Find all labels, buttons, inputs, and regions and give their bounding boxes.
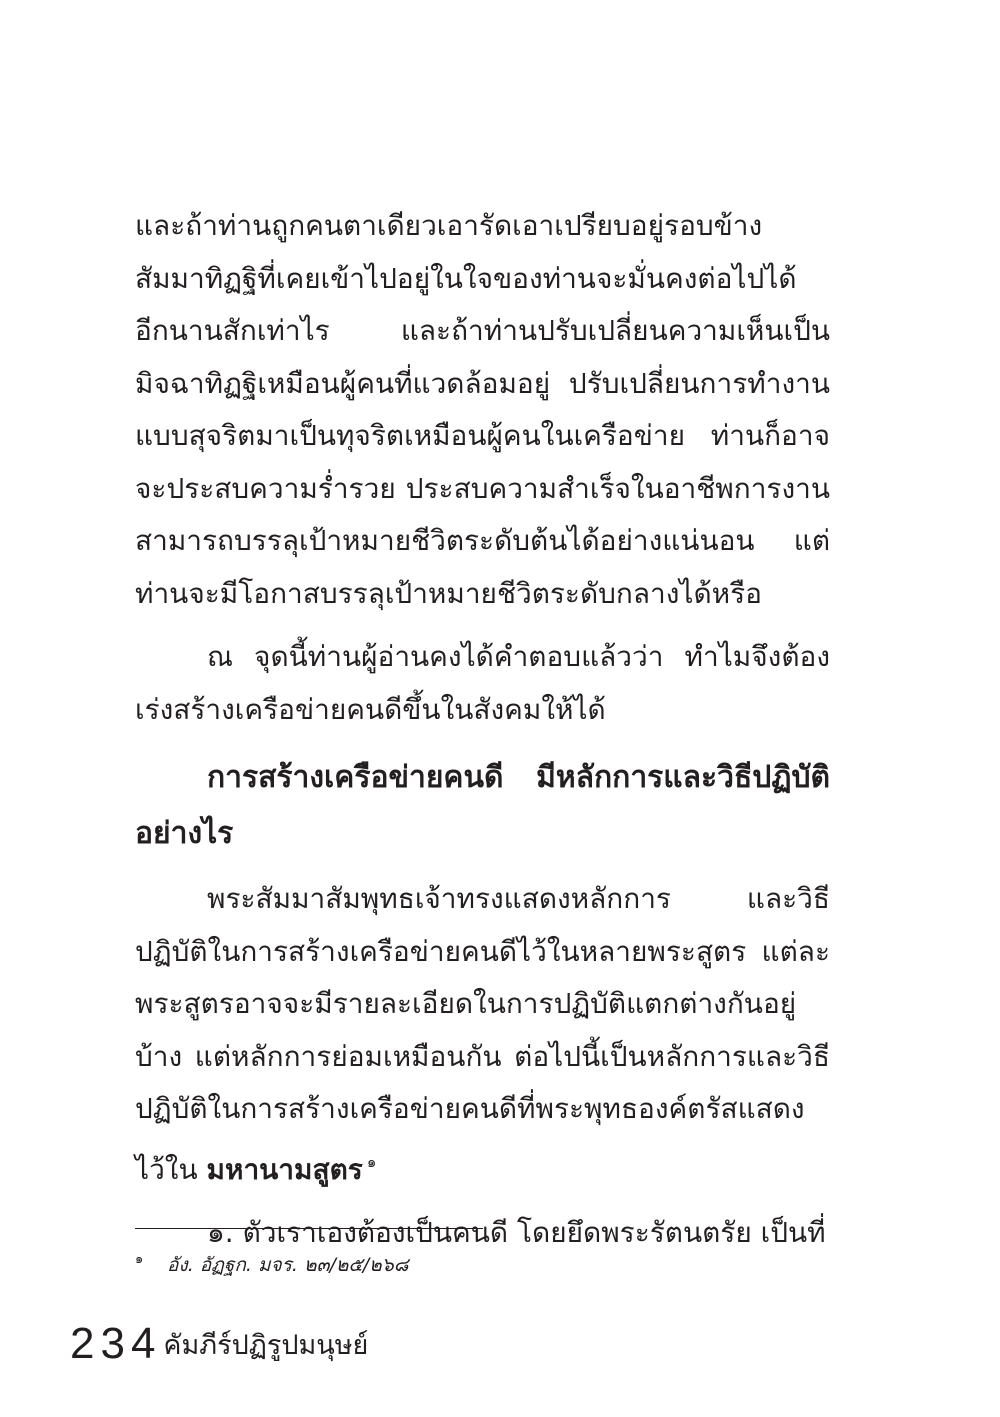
book-title: คัมภีร์ปฏิรูปมนุษย์ <box>163 1330 369 1361</box>
paragraph: ณ จุดนี้ท่านผู้อ่านคงได้คำตอบแล้วว่า ทำไมจึงต้องเร่งสร้างเครือข่ายคนดีขึ้นในสังคมให้ได้ <box>135 640 830 726</box>
section-heading: การสร้างเครือข่ายคนดี มีหลักการและวิธีปฏิบัติอย่างไร <box>135 760 830 851</box>
footnote-marker: ๑ <box>135 1252 144 1267</box>
footnote <box>135 1247 408 1278</box>
paragraph: ๑. ตัวเราเองต้องเป็นคนดี โดยยึดพระรัตนตรัย เป็นที่ <box>207 1216 826 1249</box>
footnote-reference[interactable]: ๑ <box>366 1152 377 1171</box>
paragraph-text: พระสัมมาสัมพุทธเจ้าทรงแสดงหลักการ และวิธีปฏิบัติในการสร้างเครือข่ายคนดีไว้ในหลายพระสูตร แต่ละพระสูตรอาจจะมีรายละเอียดในการปฏิบัติแตกต่างกันอยู่บ้าง แต่หลักการย่อมเหมือนกัน ต่อไปนี้เป็นหลักการและวิธีปฏิบัติในการสร้างเครือข่ายคนดีที่พระพุทธองค์ตรัสแสดงไว้ใน <box>135 882 830 1186</box>
paragraph: และถ้าท่านถูกคนตาเดียวเอารัดเอาเปรียบอยู่รอบข้าง สัมมาทิฏฐิที่เคยเข้าไปอยู่ในใจของท่านจะมั่นคงต่อไปได้อีกนานสักเท่าไร และถ้าท่านปรับเปลี่ยนความเห็นเป็นมิจฉาทิฏฐิเหมือนผู้คนที่แวดล้อมอยู่ ปรับเปลี่ยนการทำงานแบบสุจริตมาเป็นทุจริตเหมือนผู้คนในเครือข่าย ท่านก็อาจจะประสบความร่ำรวย ประสบความสำเร็จในอาชีพการงาน สามารถบรรลุเป้าหมายชีวิตระดับต้นได้อย่างแน่นอน แต่ท่านจะมีโอกาสบรรลุเป้าหมายชีวิตระดับกลางได้หรือ <box>135 209 830 610</box>
page-number: 234 <box>70 1319 162 1368</box>
footnote-divider <box>135 1228 483 1229</box>
page-footer <box>70 1318 368 1370</box>
main-text <box>135 200 830 1260</box>
paragraph <box>135 873 830 1196</box>
sutta-name: มหานามสูตร <box>206 1152 363 1186</box>
footnote-text: อัง. อัฏฐก. มจร. ๒๓/๒๕/๒๖๘ <box>167 1254 409 1276</box>
